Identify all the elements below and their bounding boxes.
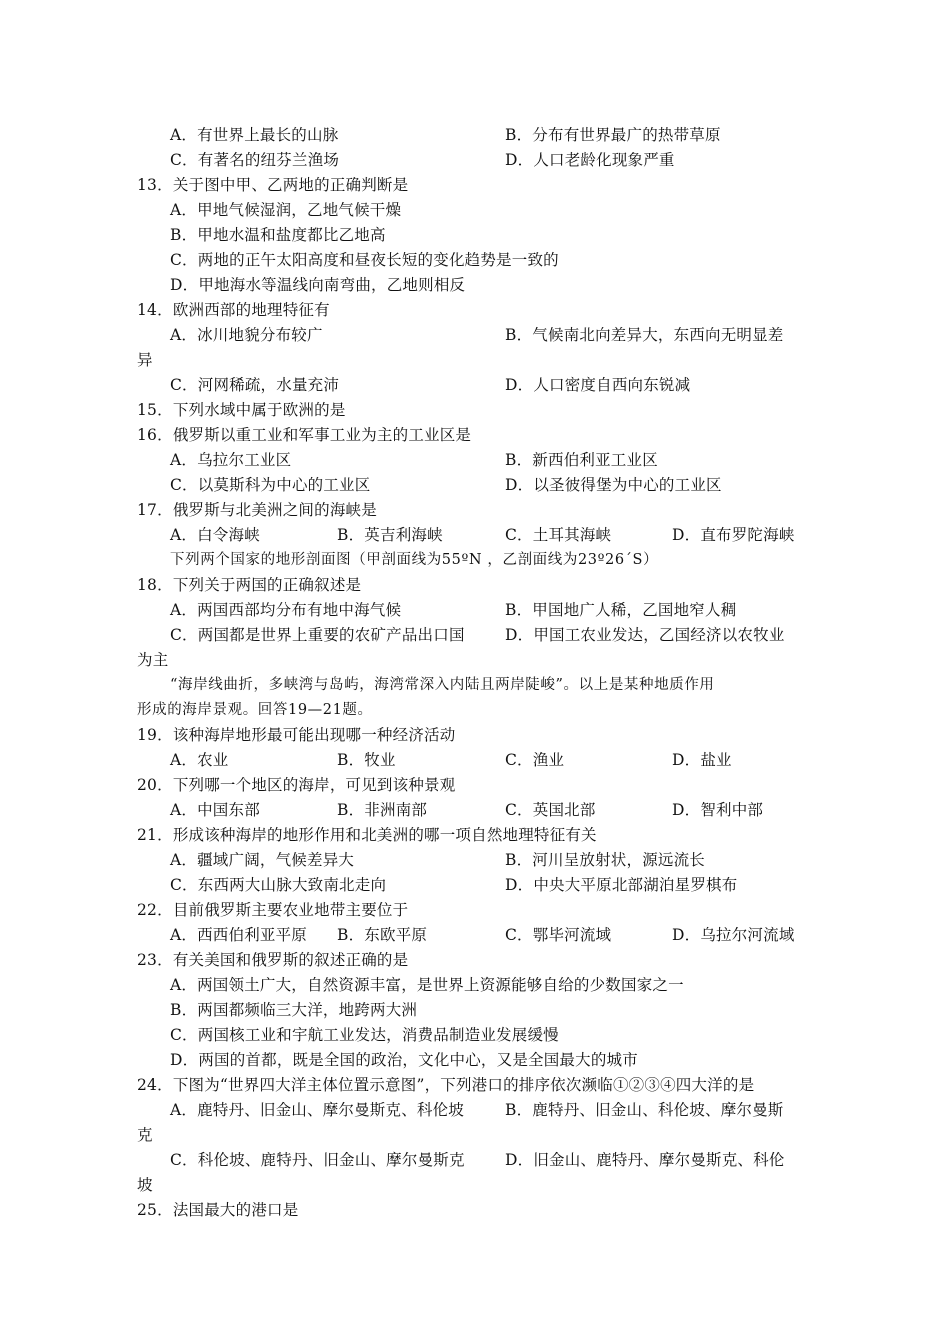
wrapped-text: 异 <box>137 351 153 369</box>
option-left: C．科伦坡、鹿特丹、旧金山、摩尔曼斯克 <box>170 1151 465 1169</box>
option-b: B．东欧平原 <box>337 926 428 944</box>
question-stem: 22．目前俄罗斯主要农业地带主要位于 <box>137 901 409 919</box>
question-stem: 23．有关美国和俄罗斯的叙述正确的是 <box>137 951 409 969</box>
option-d: D．智利中部 <box>672 801 764 819</box>
option-d: D．直布罗陀海峡 <box>672 526 795 544</box>
option-right: B．河川呈放射状，源远流长 <box>505 851 705 869</box>
option-d: D．乌拉尔河流域 <box>672 926 795 944</box>
option-left: A．鹿特丹、旧金山、摩尔曼斯克、科伦坡 <box>170 1101 464 1119</box>
option-c: C．土耳其海峡 <box>505 526 612 544</box>
option-right: B．分布有世界最广的热带草原 <box>505 126 721 144</box>
question-stem: 21．形成该种海岸的地形作用和北美洲的哪一项自然地理特征有关 <box>137 826 597 844</box>
option-right: D．甲国工农业发达，乙国经济以农牧业 <box>505 626 785 644</box>
note-text: “海岸线曲折，多峡湾与岛屿，海湾常深入内陆且两岸陡峻”。以上是某种地质作用 <box>170 677 715 693</box>
option-line: B．甲地水温和盐度都比乙地高 <box>170 226 386 244</box>
option-right: D．旧金山、鹿特丹、摩尔曼斯克、科伦 <box>505 1151 785 1169</box>
option-left: A．西西伯利亚平原 <box>170 926 307 944</box>
option-line: A．两国领土广大，自然资源丰富，是世界上资源能够自给的少数国家之一 <box>170 976 684 994</box>
wrapped-text: 坡 <box>137 1176 153 1194</box>
option-c: C．渔业 <box>505 751 565 769</box>
option-left: A．两国西部均分布有地中海气候 <box>170 601 402 619</box>
option-left: C．以莫斯科为中心的工业区 <box>170 476 371 494</box>
option-line: C．两地的正午太阳高度和昼夜长短的变化趋势是一致的 <box>170 251 559 269</box>
option-line: B．两国都频临三大洋，地跨两大洲 <box>170 1001 418 1019</box>
question-stem: 18．下列关于两国的正确叙述是 <box>137 576 362 594</box>
option-line: D．两国的首都，既是全国的政治，文化中心，又是全国最大的城市 <box>170 1051 638 1069</box>
option-line: A．甲地气候湿润，乙地气候干燥 <box>170 201 402 219</box>
option-left: A．冰川地貌分布较广 <box>170 326 323 344</box>
option-right: B．新西伯利亚工业区 <box>505 451 658 469</box>
question-stem: 20．下列哪一个地区的海岸，可见到该种景观 <box>137 776 456 794</box>
option-left: A．中国东部 <box>170 801 260 819</box>
question-stem: 16．俄罗斯以重工业和军事工业为主的工业区是 <box>137 426 472 444</box>
option-right: B．甲国地广人稀，乙国地窄人稠 <box>505 601 737 619</box>
option-left: C．河网稀疏，水量充沛 <box>170 376 340 394</box>
wrapped-text: 为主 <box>137 651 169 669</box>
note-text-wrap: 形成的海岸景观。回答19—21题。 <box>137 702 373 718</box>
option-right: D．以圣彼得堡为中心的工业区 <box>505 476 722 494</box>
question-stem: 13．关于图中甲、乙两地的正确判断是 <box>137 176 409 194</box>
option-left: A．乌拉尔工业区 <box>170 451 292 469</box>
option-line: D．甲地海水等温线向南弯曲，乙地则相反 <box>170 276 466 294</box>
option-right: D．中央大平原北部湖泊星罗棋布 <box>505 876 738 894</box>
wrapped-text: 克 <box>137 1126 153 1144</box>
question-stem: 25．法国最大的港口是 <box>137 1201 299 1219</box>
option-d: D．盐业 <box>672 751 732 769</box>
option-left: A．农业 <box>170 751 229 769</box>
question-stem: 15．下列水域中属于欧洲的是 <box>137 401 346 419</box>
option-left: A．有世界上最长的山脉 <box>170 126 339 144</box>
question-stem: 17．俄罗斯与北美洲之间的海峡是 <box>137 501 377 519</box>
option-left: A．白令海峡 <box>170 526 260 544</box>
option-c: C．英国北部 <box>505 801 596 819</box>
option-b: B．英吉利海峡 <box>337 526 443 544</box>
option-line: C．两国核工业和宇航工业发达，消费品制造业发展缓慢 <box>170 1026 559 1044</box>
option-right: B．鹿特丹、旧金山、科伦坡、摩尔曼斯 <box>505 1101 784 1119</box>
option-left: C．东西两大山脉大致南北走向 <box>170 876 387 894</box>
option-right: D．人口密度自西向东锐减 <box>505 376 691 394</box>
option-left: A．疆域广阔，气候差异大 <box>170 851 355 869</box>
question-stem: 19．该种海岸地形最可能出现哪一种经济活动 <box>137 726 456 744</box>
option-right: D．人口老龄化现象严重 <box>505 151 675 169</box>
option-left: C．有著名的纽芬兰渔场 <box>170 151 340 169</box>
option-b: B．牧业 <box>337 751 396 769</box>
question-stem: 14．欧洲西部的地理特征有 <box>137 301 330 319</box>
note-text: 下列两个国家的地形剖面图（甲剖面线为55ºN ，乙剖面线为23º26´S） <box>170 552 659 568</box>
option-c: C．鄂毕河流域 <box>505 926 612 944</box>
option-right: B．气候南北向差异大，东西向无明显差 <box>505 326 784 344</box>
option-b: B．非洲南部 <box>337 801 428 819</box>
option-left: C．两国都是世界上重要的农矿产品出口国 <box>170 626 465 644</box>
question-stem: 24．下图为“世界四大洋主体位置示意图”，下列港口的排序依次濒临①②③④四大洋的是 <box>137 1076 755 1094</box>
